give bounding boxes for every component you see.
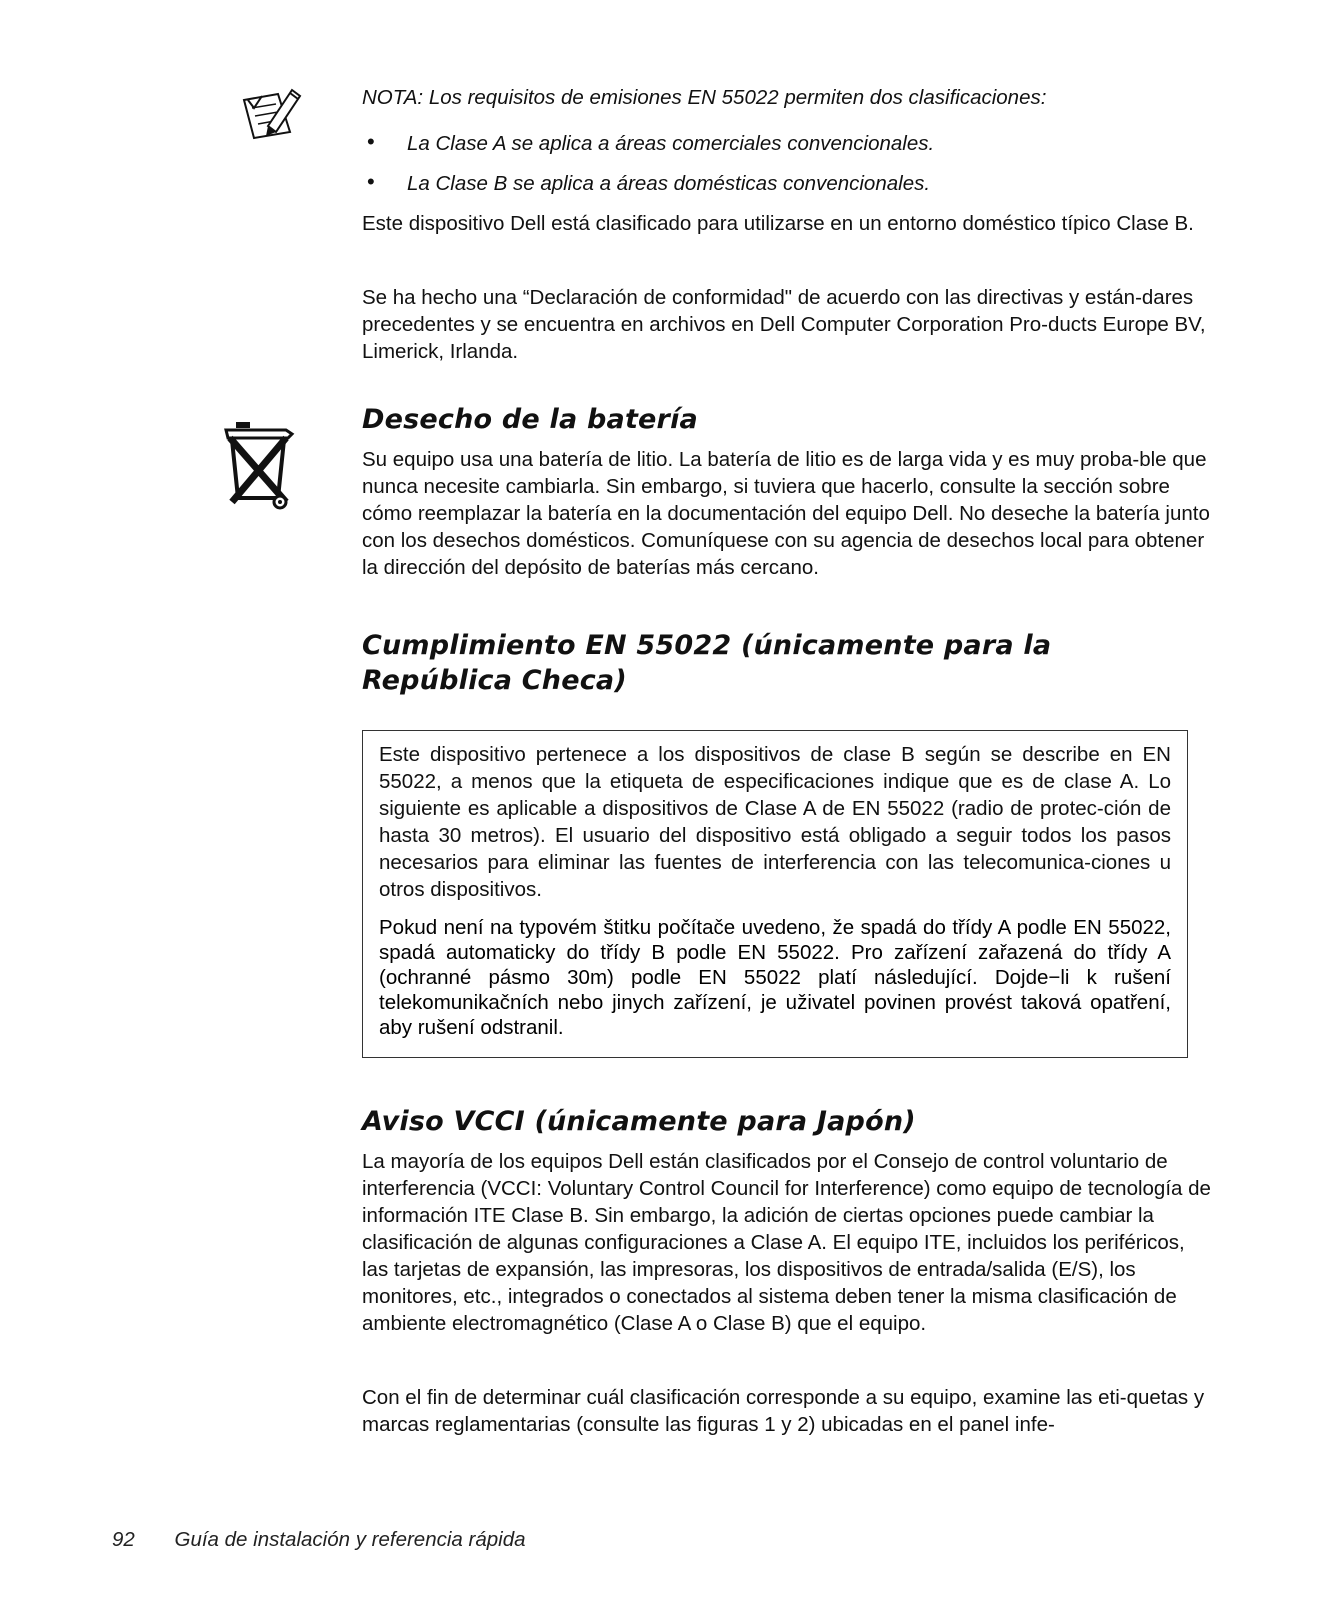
paragraph-vcci-1: La mayoría de los equipos Dell están clasificados por el Consejo de control voluntario de interferencia (VCCI: Voluntary Control Council for Interference) como equipo de tecnología de información ITE Clase B. Sin embargo, la adición de ciertas opciones puede cambiar la clasificación de algunas configuraciones a Clase A. El equipo ITE, incluidos los periféricos, las tarjetas de expansión, las impresoras, los dispositivos de entrada/salida (E/S), los monitores, etc., integrados o conectados al sistema deben tener la misma clasificación de ambiente electromagnético (Clase A o Clase B) que el equipo.: [362, 1150, 1211, 1335]
note-block: [362, 84, 1212, 197]
page-number: 92: [112, 1528, 135, 1551]
heading-battery: Desecho de la batería: [362, 404, 698, 435]
box-text-cz: Pokud není na typovém štitku počítače uvedeno, že spadá do třídy A podle EN 55022, spadá automaticky do třídy B podle EN 55022. Pro zařízení zařazená do třídy A (ochranné pásmo 30m) podle EN 55022 platí následující. Dojde−li k rušení telekomunikačních nebo jinych zařízení, je uživatel povinen provést taková opatření, aby rušení odstranil.: [379, 916, 1171, 1039]
paragraph-declaration: Se ha hecho una “Declaración de conformidad" de acuerdo con las directivas y están-dares precedentes y se encuentra en archivos en Dell Computer Corporation Pro-ducts Europe BV, Limerick, Irlanda.: [362, 286, 1206, 363]
crossed-bin-icon: [220, 414, 298, 514]
czech-notice-box: [362, 730, 1188, 1058]
bullet-text: La Clase A se aplica a áreas comerciales convencionales.: [407, 132, 935, 155]
bullet-text: La Clase B se aplica a áreas domésticas convencionales.: [407, 172, 931, 195]
heading-czech: Cumplimiento EN 55022 (únicamente para la República Checa): [362, 630, 1052, 696]
list-item: • La Clase B se aplica a áreas domésticas convencionales.: [367, 169, 931, 195]
paragraph-vcci-2: Con el fin de determinar cuál clasificación corresponde a su equipo, examine las eti-quetas y marcas reglamentarias (consulte las figuras 1 y 2) ubicadas en el panel infe-: [362, 1386, 1205, 1436]
page-footer: [112, 1528, 526, 1552]
heading-vcci: Aviso VCCI (únicamente para Japón): [362, 1106, 916, 1137]
paragraph-battery: Su equipo usa una batería de litio. La batería de litio es de larga vida y es muy proba-ble que nunca necesite cambiarla. Sin embargo, si tuviera que hacerlo, consulte la sección sobre cómo reemplazar la batería en la documentación del equipo Dell. No deseche la batería junto con los desechos domésticos. Comuníquese con su agencia de desechos local para obtener la dirección del depósito de baterías más cercano.: [362, 448, 1210, 579]
note-title: NOTA: Los requisitos de emisiones EN 55022 permiten dos clasificaciones:: [362, 86, 1047, 109]
paragraph-classification: Este dispositivo Dell está clasificado para utilizarse en un entorno doméstico típico Clase B.: [362, 212, 1194, 235]
list-item: • La Clase A se aplica a áreas comerciales convencionales.: [367, 129, 935, 155]
book-title: Guía de instalación y referencia rápida: [174, 1528, 526, 1551]
note-pencil-icon: [240, 86, 306, 142]
box-text-es: Este dispositivo pertenece a los dispositivos de clase B según se describe en EN 55022, a menos que la etiqueta de especificaciones indique que es de clase A. Lo siguiente es aplicable a dispositivos de Clase A de EN 55022 (radio de protec-ción de hasta 30 metros). El usuario del dispositivo está obligado a seguir todos los pasos necesarios para eliminar las fuentes de interferencia con las telecomunica-ciones u otros dispositivos.: [379, 743, 1171, 901]
